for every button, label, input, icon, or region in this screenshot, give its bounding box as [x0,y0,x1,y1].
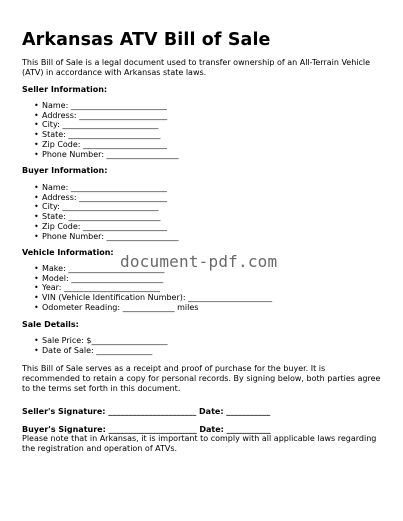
buyer-city-field: • City: ________________________ [34,202,179,212]
seller-state-field: • State: _______________________ [34,130,179,140]
vehicle-fields-list [34,264,272,313]
buyer-phone-field: • Phone Number: __________________ [34,232,179,242]
vehicle-odometer-field: • Odometer Reading: _____________ miles [34,303,272,313]
seller-city-field: • City: ________________________ [34,120,179,130]
vehicle-make-field: • Make: ________________________ [34,264,272,274]
vehicle-model-field: • Model: _______________________ [34,274,272,284]
vehicle-heading: Vehicle Information: [22,248,114,257]
buyer-heading: Buyer Information: [22,166,108,175]
sale-date-field: • Date of Sale: ______________ [34,346,168,356]
seller-phone-field: • Phone Number: __________________ [34,150,179,160]
document-title: Arkansas ATV Bill of Sale [22,30,271,50]
closing-note: Please note that in Arkansas, it is important to comply with all applicable laws regarding the registration and operation of ATVs. [22,434,377,453]
buyer-state-field: • State: _______________________ [34,212,179,222]
intro-paragraph: This Bill of Sale is a legal document used to transfer ownership of an All-Terrain Vehicle (ATV) in accordance with Arkansas state laws. [22,58,371,77]
vehicle-vin-field: • VIN (Vehicle Identification Number): _____________________ [34,293,272,303]
buyer-zip-field: • Zip Code: _____________________ [34,222,179,232]
buyer-fields-list [34,183,179,241]
seller-name-field: • Name: ________________________ [34,101,179,111]
buyer-address-field: • Address: ______________________ [34,193,179,203]
seller-heading: Seller Information: [22,85,108,94]
buyer-signature-line: Buyer's Signature: ______________________ Date: ___________ [22,425,271,434]
sale-heading: Sale Details: [22,320,79,329]
seller-fields-list [34,101,179,159]
buyer-name-field: • Name: ________________________ [34,183,179,193]
sale-fields-list [34,336,168,355]
sale-price-field: • Sale Price: $___________________ [34,336,168,346]
watermark-logo: document-pdf.com [120,252,278,271]
seller-signature-line: Seller's Signature: ______________________ Date: ___________ [22,407,271,416]
vehicle-year-field: • Year: ________________________ [34,283,272,293]
receipt-paragraph: This Bill of Sale serves as a receipt and proof of purchase for the buyer. It is recommended to retain a copy for personal records. By signing below, both parties agree to the terms set forth in this document. [22,364,381,393]
seller-zip-field: • Zip Code: _____________________ [34,140,179,150]
seller-address-field: • Address: ______________________ [34,111,179,121]
